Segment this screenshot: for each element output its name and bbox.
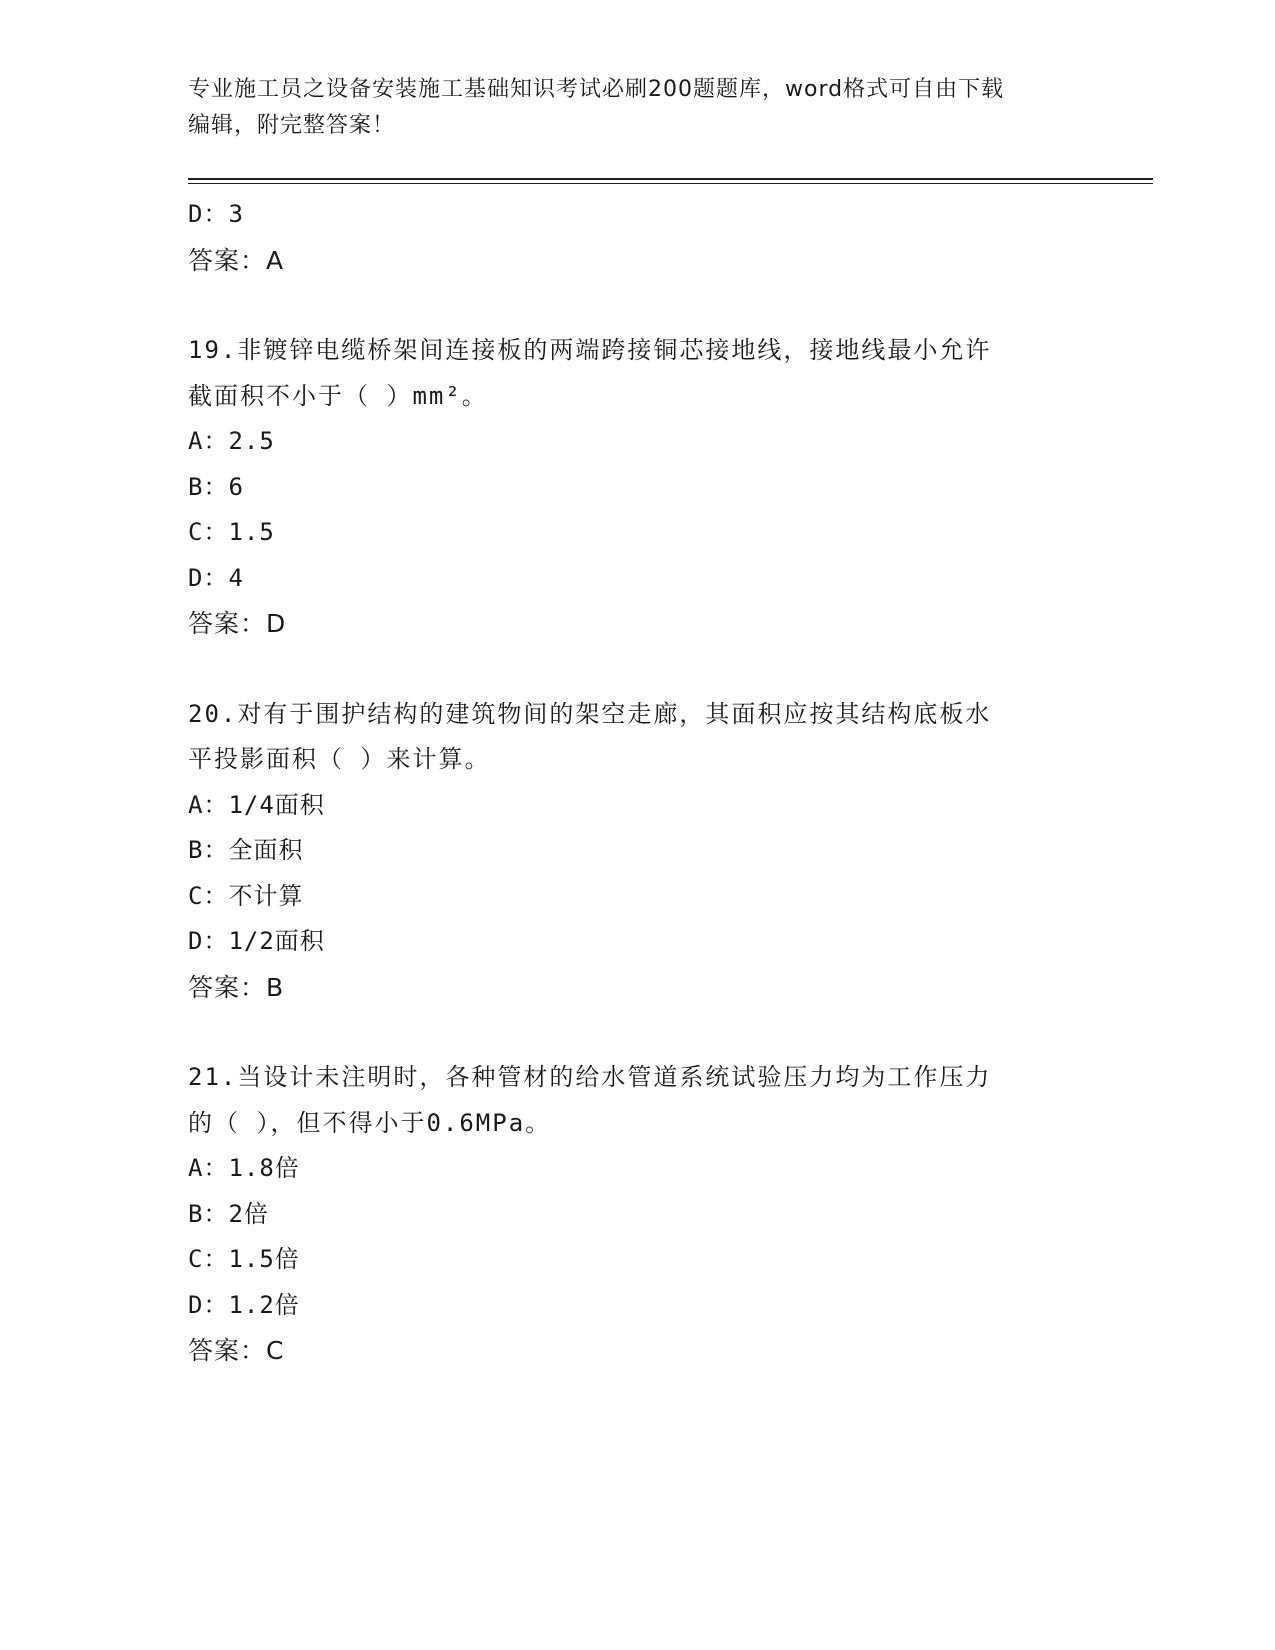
spacer bbox=[188, 1010, 1088, 1055]
option-b: B：全面积 bbox=[188, 836, 304, 864]
option-c: C：不计算 bbox=[188, 881, 304, 910]
answer: 答案：C bbox=[188, 1336, 285, 1365]
header-divider-thick bbox=[188, 178, 1153, 180]
question-19 bbox=[188, 328, 1088, 647]
option-c: C：1.5 bbox=[188, 518, 275, 546]
option-d: D：1.2倍 bbox=[188, 1290, 300, 1319]
answer: 答案：B bbox=[188, 972, 285, 1002]
option-d: D：4 bbox=[188, 563, 244, 592]
header-line-2: 编辑，附完整答案！ bbox=[188, 113, 396, 138]
option-a: A：1.8倍 bbox=[188, 1154, 300, 1182]
question-21 bbox=[188, 1055, 1088, 1374]
option-d: D：1/2面积 bbox=[188, 927, 325, 955]
question-text-line-1: 21.当设计未注明时，各种管材的给水管道系统试验压力均为工作压力 bbox=[188, 1063, 992, 1091]
header-line-1: 专业施工员之设备安装施工基础知识考试必刷200题题库，word格式可自由下载 bbox=[188, 77, 1005, 102]
option-a: A：1/4面积 bbox=[188, 790, 325, 819]
option-a: A：2.5 bbox=[188, 427, 275, 455]
answer: 答案：D bbox=[188, 609, 287, 638]
question-text-line-1: 20.对有于围护结构的建筑物间的架空走廊，其面积应按其结构底板水 bbox=[188, 699, 992, 728]
previous-answer: 答案：A bbox=[188, 245, 285, 275]
question-text-line-1: 19.非镀锌电缆桥架间连接板的两端跨接铜芯接地线，接地线最小允许 bbox=[188, 336, 992, 364]
question-text-line-2: 平投影面积（ ）来计算。 bbox=[188, 745, 491, 773]
question-text-line-2: 的（ ），但不得小于0.6MPa。 bbox=[188, 1108, 552, 1137]
previous-option-d: D：3 bbox=[188, 200, 244, 228]
spacer bbox=[188, 283, 1088, 328]
option-b: B：2倍 bbox=[188, 1199, 269, 1228]
header-divider-thin bbox=[188, 183, 1153, 184]
document-body bbox=[188, 192, 1088, 1374]
question-20 bbox=[188, 692, 1088, 1011]
document-header bbox=[188, 72, 1068, 144]
question-text-line-2: 截面积不小于（ ）mm²。 bbox=[188, 381, 488, 410]
spacer bbox=[188, 647, 1088, 692]
option-c: C：1.5倍 bbox=[188, 1245, 300, 1273]
option-b: B：6 bbox=[188, 472, 244, 501]
